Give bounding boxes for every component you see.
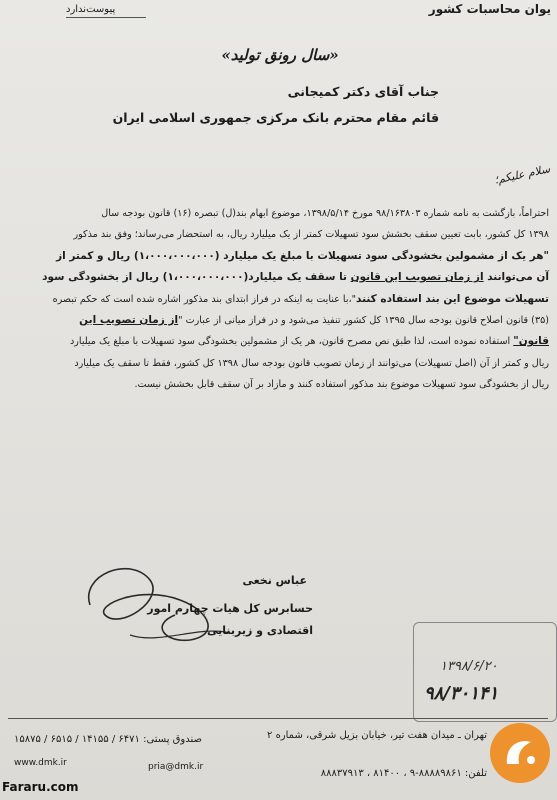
handwritten-date: ۱۳۹۸/۶/۲۰ [440,659,498,674]
telephone-numbers: تلفن: ۸۸۸۸۹۸۶۱-۹ ، ۸۱۴۰۰ ، ۸۸۸۳۷۹۱۳ [320,768,487,779]
year-motto: «سال رونق تولید» [221,46,339,64]
attachment-underline [66,17,146,18]
body-line: احتراماً، بازگشت به نامه شماره ۹۸/۱۶۳۸۰۳ مورخ ۱۳۹۸/۵/۱۴، موضوع ابهام بند(ل) تبصره (۱۶) قانون بودجه سال [101,208,549,219]
body-line: ریال و کمتر از آن (اصل تسهیلات) می‌توانند از زمان تصویب قانون بودجه سال ۱۳۹۸ کل کشور، فقط تا سقف یک میلیارد [74,357,549,369]
body-line-quote: "هر یک از مشمولین بخشودگی سود تسهیلات با مبلغ یک میلیارد (۱،۰۰۰،۰۰۰،۰۰۰) ریال و کمتر از [56,249,549,262]
recipient-name: جناب آقای دکتر کمیجانی [287,84,439,99]
watermark-logo-icon [487,720,553,786]
office-address: تهران ـ میدان هفت تیر، خیابان بزیل شرقی، شماره ۲ [267,730,487,741]
body-line-quote: آن می‌توانند از زمان تصویب این قانون تا سقف یک میلیارد(۱،۰۰۰،۰۰۰،۰۰۰) ریال از بخشودگی سود [42,271,549,284]
attachment-label: پیوست‌ندارد [66,4,116,15]
signatory-title: حسابرس کل هیات چهارم امور اقتصادی و زیربنایی [147,602,313,637]
website-text: www.dmk.ir [14,758,67,768]
letter-body [9,203,549,396]
greeting: سلام علیکم؛ [493,162,552,187]
body-line: قانون" استفاده نموده است، لذا طبق نص مصرح قانون، هر یک از مشمولین بخشودگی سود تسهیلات با مبلغ یک میلیارد [69,335,549,348]
email-text: pria@dmk.ir [148,762,204,772]
body-line: (۳۵) قانون اصلاح قانون بودجه سال ۱۳۹۵ کل کشور تنفیذ می‌شود و در فراز میانی از عبارت "از زمان تصویب این [79,314,549,327]
handwritten-number: ۹۸/۳۰۱۴۱ [424,683,499,704]
footer-divider [8,718,548,719]
watermark-brand: Fararu.com [2,780,79,794]
recipient-title: قائم مقام محترم بانک مرکزی جمهوری اسلامی ایران [112,110,439,125]
postal-box: صندوق پستی: ۶۴۷۱ / ۱۴۱۵۵ / ۶۵۱۵ / ۱۵۸۷۵ [14,734,203,745]
body-line: تسهیلات موضوع این بند استفاده کنند"،با عنایت به اینکه در فراز ابتدای بند مذکور اشاره شده است که حکم تبصره [52,292,549,305]
organization-name: یوان محاسبات کشور [428,2,551,16]
body-line: ۱۳۹۸ کل کشور، بابت تعیین سقف بخشش سود تسهیلات کمتر از یک میلیارد ریال، به استحضار می‌رساند؛ وفق بند مذکور [73,229,549,241]
signatory-name: عباس نخعی [242,574,307,587]
body-line: ریال از بخشودگی سود تسهیلات موضوع بند مذکور استفاده کنند و مازاد بر آن سقف قابل بخشش نیست. [134,379,549,391]
